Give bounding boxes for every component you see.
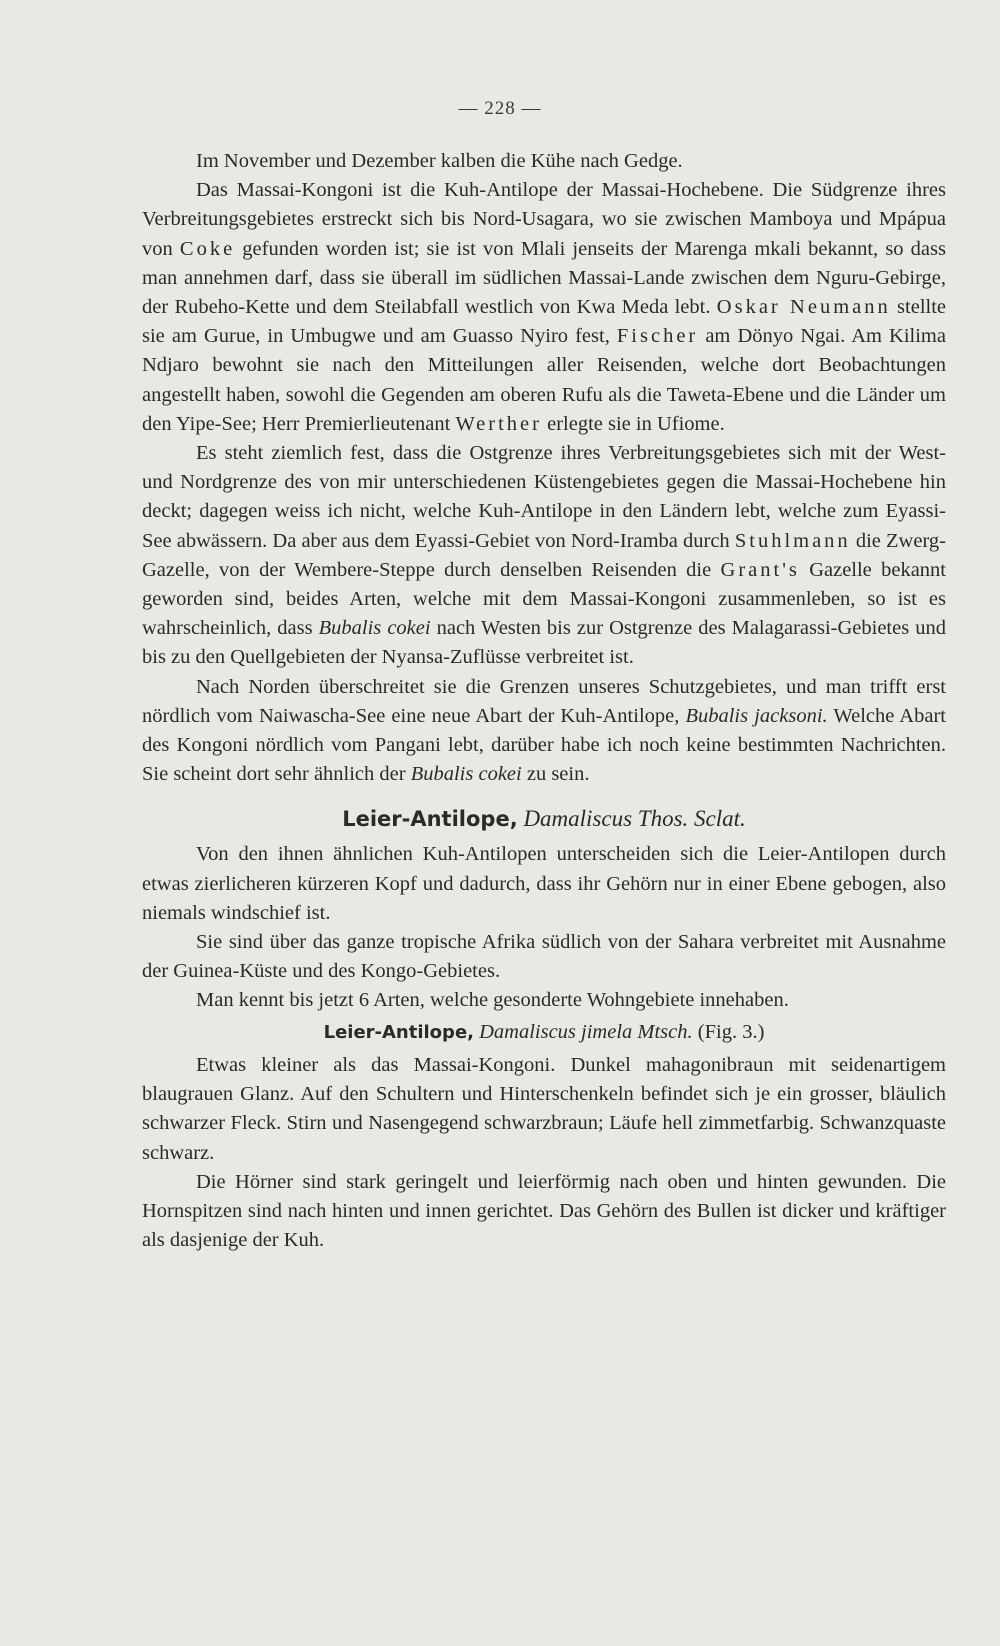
text-run: Welche Abart des Kongoni nördlich vom Pangani lebt, darüber habe ich noch keine bestimmten Nachrichten. Sie scheint dort sehr ähnlich der <box>142 704 946 786</box>
text-run: Das Massai-Kongoni ist die Kuh-Antilope der Massai-Hochebene. Die Südgrenze ihres Verbreitungsgebietes erstreckt sich bis Nord-Usagara, wo sie zwischen Mamboya und Mpápua von <box>142 179 946 260</box>
section-heading-latin: Damaliscus Thos. Sclat. <box>523 806 746 832</box>
text-run: am Dönyo Ngai. Am Kilima Ndjaro bewohnt sie nach den Mitteilungen aller Reisenden, welche dort Beobachtungen angestellt haben, sowohl die Gegenden am oberen Rufu als die Taweta-Ebene und die Länder um den Yipe-See; Herr Premierlieutenant <box>142 325 946 435</box>
text-run: gefunden worden ist; sie ist von Mlali jenseits der Marenga mkali bekannt, so dass man annehmen darf, dass sie überall im südlichen Massai-Lande zwischen dem Nguru-Gebirge, der Rubeho-Kette und dem Steilabfall westlich von Kwa Meda lebt. <box>142 237 946 319</box>
person-name-werther: Werther <box>455 412 542 435</box>
paragraph-northern-border <box>142 673 946 790</box>
figure-reference: (Fig. 3.) <box>697 1020 765 1043</box>
text-run: nach Westen bis zur Ostgrenze des Malagarassi-Gebietes und bis zu den Quellgebieten der Nyansa-Zuflüsse verbreitet ist. <box>142 617 946 669</box>
person-name-grant: Grant's <box>720 558 800 581</box>
text-run: Es steht ziemlich fest, dass die Ostgrenze ihres Verbreitungsgebietes sich mit der West- und Nordgrenze des von mir unterschiedenen Küstengebietes gegen die Massai-Hochebene hin deckt; dagegen weiss ich nicht, welche Kuh-Antilope in den Ländern lebt, welche zum Eyassi-See abwässern. Da aber aus dem Eyassi-Gebiet von Nord-Iramba durch <box>142 442 946 552</box>
person-name-stuhlmann: Stuhlmann <box>734 529 851 552</box>
text-run: Gazelle bekannt geworden sind, beides Arten, welche mit dem Massai-Kongoni zusammenleben, so ist es wahrscheinlich, dass <box>142 558 946 640</box>
species-name: Bubalis cokei <box>410 763 522 786</box>
species-name: Bubalis cokei <box>318 617 431 640</box>
subsection-heading <box>142 1018 946 1047</box>
text-run: zu sein. <box>521 763 590 786</box>
person-name-coke: Coke <box>179 237 236 260</box>
person-name-neumann: Oskar Neumann <box>716 296 891 319</box>
text-run: erlegte sie in Ufiome. <box>541 412 725 435</box>
paragraph-description: Von den ihnen ähnlichen Kuh-Antilopen unterscheiden sich die Leier-Antilopen durch etwas zierlicheren kürzeren Kopf und dadurch, dass ihr Gehörn nur in einer Ebene gebogen, also niemals windschief ist. <box>142 843 946 924</box>
person-name-fischer: Fischer <box>616 325 699 348</box>
paragraph-distribution <box>142 176 946 439</box>
paragraph-eastern-border <box>142 439 946 673</box>
page-number: — 228 — <box>458 98 542 119</box>
body-text <box>142 147 946 1255</box>
section-heading <box>142 804 946 834</box>
subsection-heading-latin: Damaliscus jimela Mtsch. <box>479 1020 693 1043</box>
paragraph-horns: Die Hörner sind stark geringelt und leierförmig nach oben und hinten gewunden. Die Hornspitzen sind nach hinten und innen gerichtet. Das Gehörn des Bullen ist dicker und kräftiger als dasjenige der Kuh. <box>142 1170 946 1252</box>
species-name: Bubalis jacksoni. <box>685 704 828 727</box>
text-run: die Zwerg-Gazelle, von der Wembere-Steppe durch denselben Reisenden die <box>142 529 946 581</box>
text-run: Nach Norden überschreitet sie die Grenzen unseres Schutzgebietes, und man trifft erst nördlich vom Naiwascha-See eine neue Abart der Kuh-Antilope, <box>142 675 946 727</box>
paragraph-range: Sie sind über das ganze tropische Afrika südlich von der Sahara verbreitet mit Ausnahme der Guinea-Küste und des Kongo-Gebietes. <box>142 931 946 983</box>
paragraph-coloration: Etwas kleiner als das Massai-Kongoni. Dunkel mahagonibraun mit seidenartigem blaugrauen Glanz. Auf den Schultern und Hinterschenkeln befindet sich je ein grosser, bläulich schwarzer Fleck. Stirn und Nasengegend schwarzbraun; Läufe hell zimmetfarbig. Schwanzquaste schwarz. <box>142 1053 946 1164</box>
paragraph-species-count: Man kennt bis jetzt 6 Arten, welche gesonderte Wohngebiete innehaben. <box>196 989 789 1012</box>
text-run: stellte sie am Gurue, in Umbugwe und am Guasso Nyiro fest, <box>142 296 947 348</box>
section-heading-name: Leier-Antilope, <box>342 807 518 832</box>
paragraph-calving: Im November und Dezember kalben die Kühe nach Gedge. <box>196 150 683 172</box>
subsection-heading-name: Leier-Antilope, <box>323 1021 474 1043</box>
